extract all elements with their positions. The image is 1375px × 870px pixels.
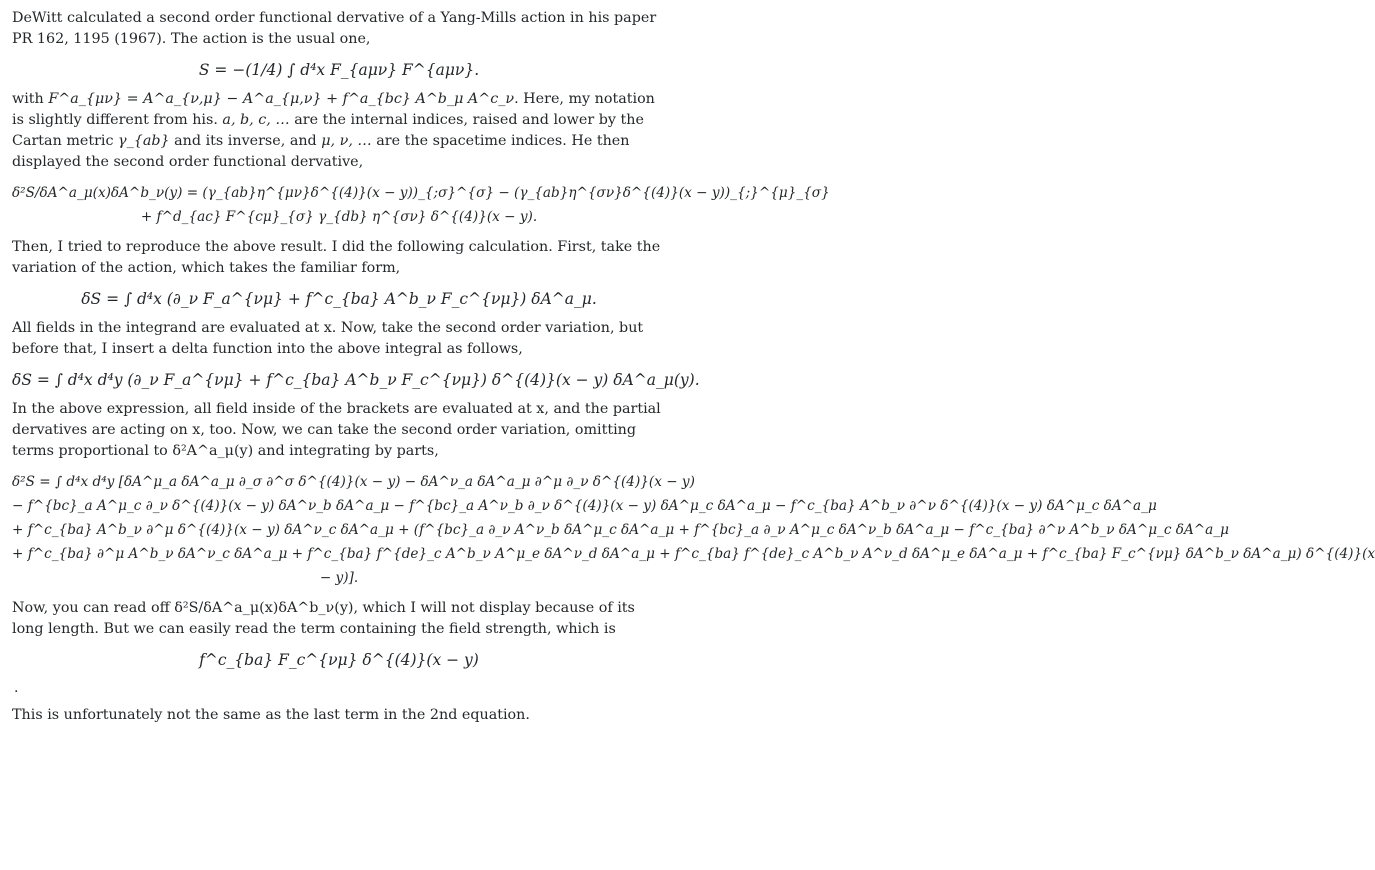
notation-text-5: are the spacetime indices. He then displayed the second order functional dervative,: [12, 133, 630, 170]
action-equation: S = −(1/4) ∫ d⁴x F_{aμν} F^{aμν}.: [198, 61, 480, 79]
first-variation-equation: δS = ∫ d⁴x (∂_ν F_a^{νμ} + f^c_{ba} A^b_ν F_c^{νμ}) δA^a_μ.: [81, 290, 597, 308]
cartan-metric: γ_{ab}: [118, 133, 170, 149]
equation-line: δ²S = ∫ d⁴x d⁴y [δA^μ_a δA^a_μ ∂_σ ∂^σ δ^{(4)}(x − y) − δA^ν_a δA^a_μ ∂^μ ∂_ν δ^{(4)}(x − y): [12, 474, 695, 490]
equation-line: + f^c_{ba} ∂^μ A^b_ν δA^ν_c δA^a_μ + f^c_{ba} f^{de}_c A^b_ν A^μ_e δA^ν_d δA^a_μ + f^c_{ba} f^{de}_c A^b_ν A^ν_d δA^μ_e δA^a_μ + f^c_{ba} F_c^{νμ} δA^b_ν δA^a_μ) δ^{(4)}(x: [12, 546, 1375, 562]
delta-insert-paragraph: All fields in the integrand are evaluated at x. Now, take the second order variation, but before that, I insert a delta function into the above integral as follows,: [12, 320, 644, 357]
dewitt-second-derivative-equation: [12, 181, 830, 229]
equation-line: + f^c_{ba} A^b_ν ∂^μ δ^{(4)}(x − y) δA^ν_c δA^a_μ + (f^{bc}_a ∂_ν A^ν_b δA^μ_c δA^a_μ + f^{bc}_a ∂_ν A^μ_c δA^ν_b δA^a_μ − f^c_{ba} ∂^ν A^b_ν δA^μ_c δA^a_μ: [12, 522, 1229, 538]
conclusion-paragraph: This is unfortunately not the same as the last term in the 2nd equation.: [12, 707, 530, 723]
notation-paragraph: [12, 89, 666, 173]
spacetime-indices: μ, ν, …: [321, 133, 372, 149]
equation-line: − y)].: [319, 570, 359, 586]
notation-text-3: are the internal indices, raised and lower by the Cartan metric: [12, 112, 644, 149]
equation-line: + f^d_{ac} F^{cμ}_{σ} γ_{db} η^{σν} δ^{(4)}(x − y).: [140, 209, 538, 225]
reproduction-paragraph: Then, I tried to reproduce the above result. I did the following calculation. First, take the variation of the action, which takes the familiar form,: [12, 239, 661, 276]
internal-indices: a, b, c, …: [222, 112, 290, 128]
second-variation-equation: [12, 470, 1375, 590]
notation-text-2: . Here, my notation is slightly different from his.: [12, 91, 655, 128]
notation-text-1: with: [12, 91, 44, 107]
field-strength-definition: F^a_{μν} = A^a_{ν,μ} − A^a_{μ,ν} + f^a_{bc} A^b_μ A^c_ν: [48, 91, 515, 107]
intro-paragraph: DeWitt calculated a second order functional dervative of a Yang-Mills action in his paper PR 162, 1195 (1967). The action is the usual one,: [12, 10, 657, 47]
stray-period: .: [14, 680, 19, 696]
second-variation-paragraph: In the above expression, all field inside of the brackets are evaluated at x, and the partial dervatives are acting on x, too. Now, we can take the second order variation, omitting terms proportional to δ²A^a_μ(y) and integrating by parts,: [12, 401, 661, 459]
field-strength-term-equation: f^c_{ba} F_c^{νμ} δ^{(4)}(x − y): [199, 651, 479, 669]
equation-line: δ²S/δA^a_μ(x)δA^b_ν(y) = (γ_{ab}η^{μν}δ^{(4)}(x − y))_{;σ}^{σ} − (γ_{ab}η^{σν}δ^{(4)}(x − y))_{;}^{μ}_{σ}: [12, 185, 830, 201]
delta-inserted-equation: δS = ∫ d⁴x d⁴y (∂_ν F_a^{νμ} + f^c_{ba} A^b_ν F_c^{νμ}) δ^{(4)}(x − y) δA^a_μ(y).: [12, 371, 700, 389]
equation-line: − f^{bc}_a A^μ_c ∂_ν δ^{(4)}(x − y) δA^ν_b δA^a_μ − f^{bc}_a A^ν_b ∂_ν δ^{(4)}(x − y) δA^μ_c δA^a_μ − f^c_{ba} A^b_ν ∂^ν δ^{(4)}(x − y) δA^μ_c δA^a_μ: [12, 498, 1157, 514]
read-off-paragraph: Now, you can read off δ²S/δA^a_μ(x)δA^b_ν(y), which I will not display because of its long length. But we can easily read the term containing the field strength, which is: [12, 600, 635, 637]
notation-text-4: and its inverse, and: [174, 133, 317, 149]
